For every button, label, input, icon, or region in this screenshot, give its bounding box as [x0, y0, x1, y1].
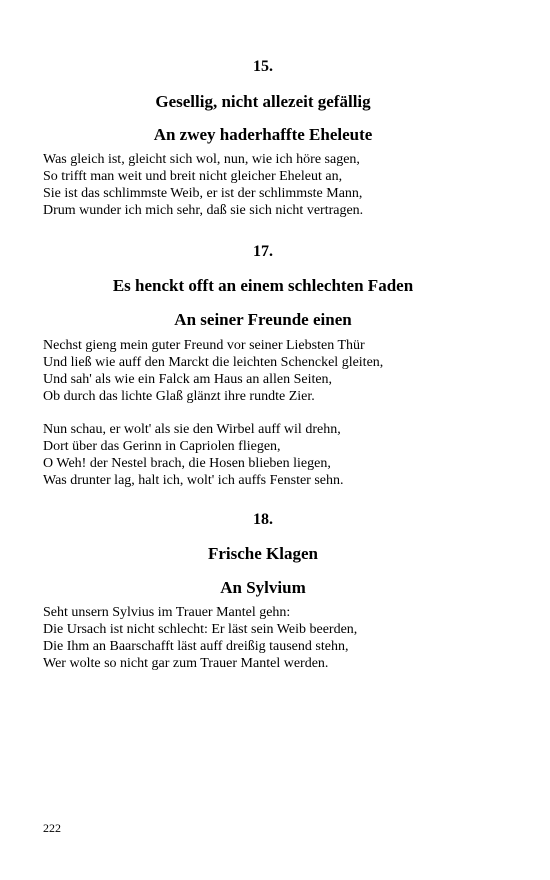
poem-stanza: [43, 337, 383, 405]
verse-line: Und sah' als wie ein Falck am Haus an allen Seiten,: [43, 372, 333, 387]
poem-subtitle: An zwey haderhaffte Eheleute: [153, 125, 373, 144]
poem-subtitle: An Sylvium: [220, 578, 306, 597]
poem-number: 15.: [253, 58, 273, 75]
page-number: 222: [43, 821, 61, 835]
verse-line: Sie ist das schlimmste Weib, er ist der schlimmste Mann,: [43, 186, 363, 201]
poem-number: 18.: [253, 511, 273, 528]
verse-line: Was gleich ist, gleicht sich wol, nun, wie ich höre sagen,: [43, 152, 360, 167]
verse-line: So trifft man weit und breit nicht gleicher Eheleut an,: [43, 169, 343, 184]
poem-title: Gesellig, nicht allezeit gefällig: [155, 92, 371, 111]
verse-line: Die Ursach ist nicht schlecht: Er läst sein Weib beerden,: [43, 622, 358, 637]
poem-stanza: [43, 604, 357, 672]
verse-line: Seht unsern Sylvius im Trauer Mantel gehn:: [43, 605, 291, 620]
poem-subtitle: An seiner Freunde einen: [174, 310, 352, 329]
poem-number: 17.: [253, 243, 273, 260]
verse-line: Nun schau, er wolt' als sie den Wirbel auff wil drehn,: [43, 422, 341, 437]
verse-line: Nechst gieng mein guter Freund vor seiner Liebsten Thür: [43, 338, 365, 353]
verse-line: Dort über das Gerinn in Capriolen fliegen,: [43, 439, 281, 454]
verse-line: Was drunter lag, halt ich, wolt' ich auffs Fenster sehn.: [43, 473, 344, 488]
poem-title: Es henckt offt an einem schlechten Faden: [112, 276, 414, 295]
verse-line: Die Ihm an Baarschafft läst auff dreißig tausend stehn,: [43, 639, 349, 654]
verse-line: Ob durch das lichte Glaß glänzt ihre rundte Zier.: [43, 389, 315, 404]
poem-stanza: [43, 421, 344, 489]
verse-line: Und ließ wie auff den Marckt die leichten Schenckel gleiten,: [43, 355, 384, 370]
verse-line: Wer wolte so nicht gar zum Trauer Mantel werden.: [43, 656, 329, 671]
verse-line: O Weh! der Nestel brach, die Hosen blieben liegen,: [43, 456, 331, 471]
poem-stanza: [43, 151, 363, 219]
verse-line: Drum wunder ich mich sehr, daß sie sich nicht vertragen.: [43, 203, 364, 218]
poem-title: Frische Klagen: [207, 544, 318, 563]
